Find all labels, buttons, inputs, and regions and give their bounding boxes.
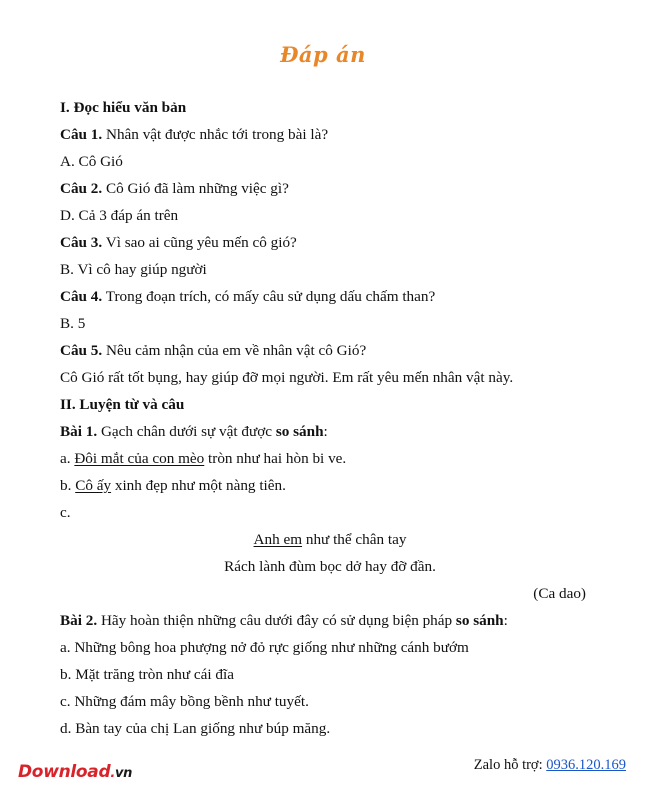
- answer-1: A. Cô Gió: [60, 153, 123, 170]
- question-1: Câu 1. Nhân vật được nhắc tới trong bài là?: [60, 126, 329, 143]
- question-5: Câu 5. Nêu cảm nhận của em về nhân vật cô Gió?: [60, 342, 367, 359]
- download-vn-logo[interactable]: Download.vn: [18, 762, 133, 782]
- answer-2: D. Cả 3 đáp án trên: [60, 207, 179, 224]
- answer-4: B. 5: [60, 315, 86, 332]
- zalo-support: [474, 757, 626, 774]
- exercise-1-prompt: Bài 1. Gạch chân dưới sự vật được so sánh:: [60, 423, 328, 440]
- poem-line-2: Rách lành đùm bọc dở hay đỡ đần.: [224, 558, 436, 575]
- answer-content: [60, 94, 600, 742]
- exercise-1-item-b: b. Cô ấy xinh đẹp như một nàng tiên.: [60, 477, 286, 494]
- page-title: Đáp án: [280, 42, 366, 67]
- exercise-2-item-d: d. Bàn tay của chị Lan giống như búp măng.: [60, 720, 331, 737]
- answer-3: B. Vì cô hay giúp người: [60, 261, 207, 278]
- support-phone-link[interactable]: 0936.120.169: [546, 757, 626, 773]
- exercise-1-item-c: c.: [60, 504, 71, 521]
- question-4: Câu 4. Trong đoạn trích, có mấy câu sử dụng dấu chấm than?: [60, 288, 436, 305]
- poem-source: (Ca dao): [533, 585, 586, 602]
- poem-line-1: Anh em như thể chân tay: [253, 531, 407, 548]
- exercise-2-prompt: Bài 2. Hãy hoàn thiện những câu dưới đây có sử dụng biện pháp so sánh:: [60, 612, 508, 629]
- question-2: Câu 2. Cô Gió đã làm những việc gì?: [60, 180, 289, 197]
- exercise-1-item-a: a. Đôi mắt của con mèo tròn như hai hòn bi ve.: [60, 450, 347, 467]
- question-3: Câu 3. Vì sao ai cũng yêu mến cô gió?: [60, 234, 297, 251]
- exercise-2-item-b: b. Mặt trăng tròn như cái đĩa: [60, 666, 234, 683]
- exercise-2-item-a: a. Những bông hoa phượng nở đỏ rực giống như những cánh bướm: [60, 639, 469, 656]
- exercise-2-item-c: c. Những đám mây bồng bềnh như tuyết.: [60, 693, 309, 710]
- section-heading-vocabulary: II. Luyện từ và câu: [60, 396, 185, 413]
- answer-5: Cô Gió rất tốt bụng, hay giúp đỡ mọi người. Em rất yêu mến nhân vật này.: [60, 369, 514, 386]
- section-heading-reading: I. Đọc hiểu văn bản: [60, 99, 187, 116]
- zalo-label: Zalo hỗ trợ:: [473, 757, 547, 773]
